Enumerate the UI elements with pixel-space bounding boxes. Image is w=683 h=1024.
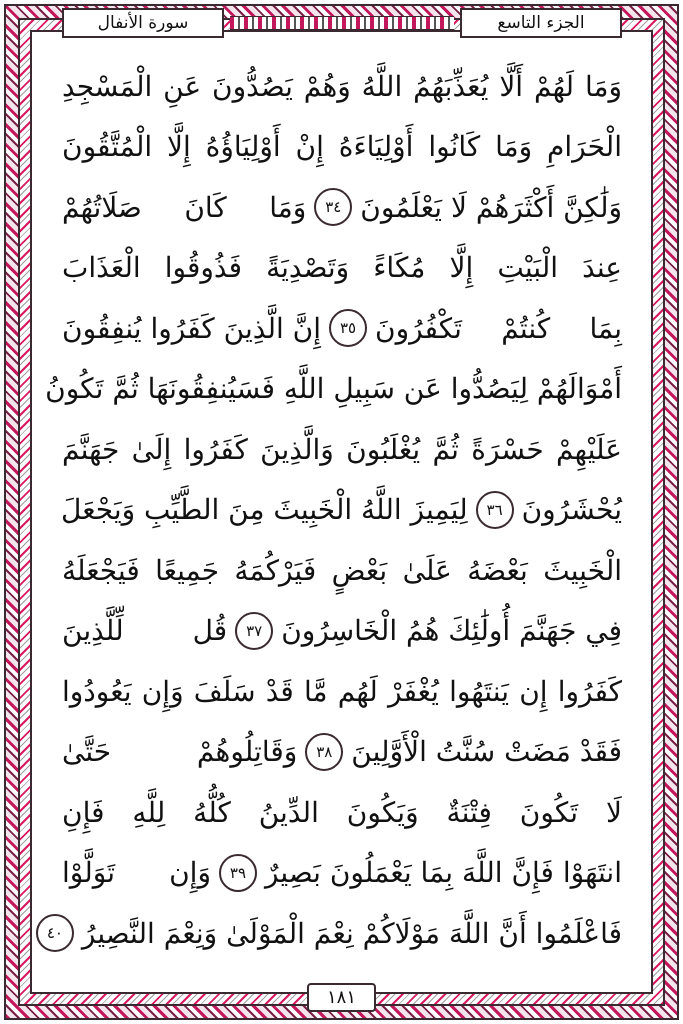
ayah-number-marker: ٣٦ [476,491,514,529]
text-line [46,903,622,964]
verse-text: قُل لِّلَّذِينَ [62,614,228,648]
verse-text: عَلَيْهِمْ حَسْرَةً ثُمَّ يُغْلَبُونَ وَالَّذِينَ كَفَرُوا إِلَىٰ جَهَنَّمَ [62,432,622,466]
verse-text: لَا تَكُونَ فِتْنَةٌ وَيَكُونَ الدِّينُ كُلُّهُ لِلَّهِ فَإِنِ [62,795,622,829]
text-line [62,601,622,662]
quran-text-block [45,56,622,964]
ayah-number-marker: ٤٠ [36,914,74,952]
verse-text: الْحَرَامِ وَمَا كَانُوا أَوْلِيَاءَهُ إِنْ أَوْلِيَاؤُهُ إِلَّا الْمُتَّقُونَ [62,130,622,164]
verse-text: وَلَٰكِنَّ أَكْثَرَهُمْ لَا يَعْلَمُونَ [360,190,622,224]
surah-name-label: سورة الأنفال [62,8,224,38]
page-number: ١٨١ [307,983,376,1012]
text-line [62,722,622,783]
ayah-number-marker: ٣٨ [305,733,343,771]
text-line [45,359,622,420]
text-line [62,782,622,843]
text-line [62,238,622,299]
verse-text: وَقَاتِلُوهُمْ حَتَّىٰ [62,735,298,769]
juz-label: الجزء التاسع [460,8,622,38]
text-line [62,56,622,117]
verse-text: وَمَا كَانَ صَلَاتُهُمْ [62,190,307,224]
verse-text: فَقَدْ مَضَتْ سُنَّتُ الْأَوَّلِينَ [351,735,622,769]
verse-text: يُحْشَرُونَ [521,493,622,527]
verse-text: انتَهَوْا فَإِنَّ اللَّهَ بِمَا يَعْمَلُونَ بَصِيرٌ [264,856,622,890]
page-footer [0,982,683,1012]
verse-text: الْخَبِيثَ بَعْضَهُ عَلَىٰ بَعْضٍ فَيَرْكُمَهُ جَمِيعًا فَيَجْعَلَهُ [62,553,622,587]
verse-text: عِندَ الْبَيْتِ إِلَّا مُكَاءً وَتَصْدِيَةً فَذُوقُوا الْعَذَابَ [62,251,622,285]
text-line [62,177,622,238]
verse-text: إِنَّ الَّذِينَ كَفَرُوا يُنفِقُونَ [62,311,321,345]
verse-text: بِمَا كُنتُمْ تَكْفُرُونَ [375,311,622,345]
header-ornament [230,16,454,30]
verse-text: لِيَمِيزَ اللَّهُ الْخَبِيثَ مِنَ الطَّيِّبِ وَيَجْعَلَ [61,493,468,527]
verse-text: وَإِن تَوَلَّوْا [62,856,211,890]
verse-text: فِي جَهَنَّمَ أُولَٰئِكَ هُمُ الْخَاسِرُونَ [281,614,622,648]
text-line [62,540,622,601]
text-line [62,661,622,722]
ayah-number-marker: ٣٥ [329,309,367,347]
text-line [62,298,622,359]
verse-text: فَاعْلَمُوا أَنَّ اللَّهَ مَوْلَاكُمْ نِعْمَ الْمَوْلَىٰ وَنِعْمَ النَّصِيرُ [81,916,622,950]
verse-text: وَمَا لَهُمْ أَلَّا يُعَذِّبَهُمُ اللَّهُ وَهُمْ يَصُدُّونَ عَنِ الْمَسْجِدِ [62,69,622,103]
ayah-number-marker: ٣٩ [219,854,257,892]
verse-text: كَفَرُوا إِن يَنتَهُوا يُغْفَرْ لَهُم مَّا قَدْ سَلَفَ وَإِن يَعُودُوا [62,674,622,708]
text-line [62,419,622,480]
text-line [62,117,622,178]
verse-text: أَمْوَالَهُمْ لِيَصُدُّوا عَن سَبِيلِ اللَّهِ فَسَيُنفِقُونَهَا ثُمَّ تَكُونُ [45,372,622,406]
text-line [62,480,622,541]
ayah-number-marker: ٣٧ [235,612,273,650]
text-line [62,843,622,904]
page-header [62,8,622,38]
ayah-number-marker: ٣٤ [314,188,352,226]
